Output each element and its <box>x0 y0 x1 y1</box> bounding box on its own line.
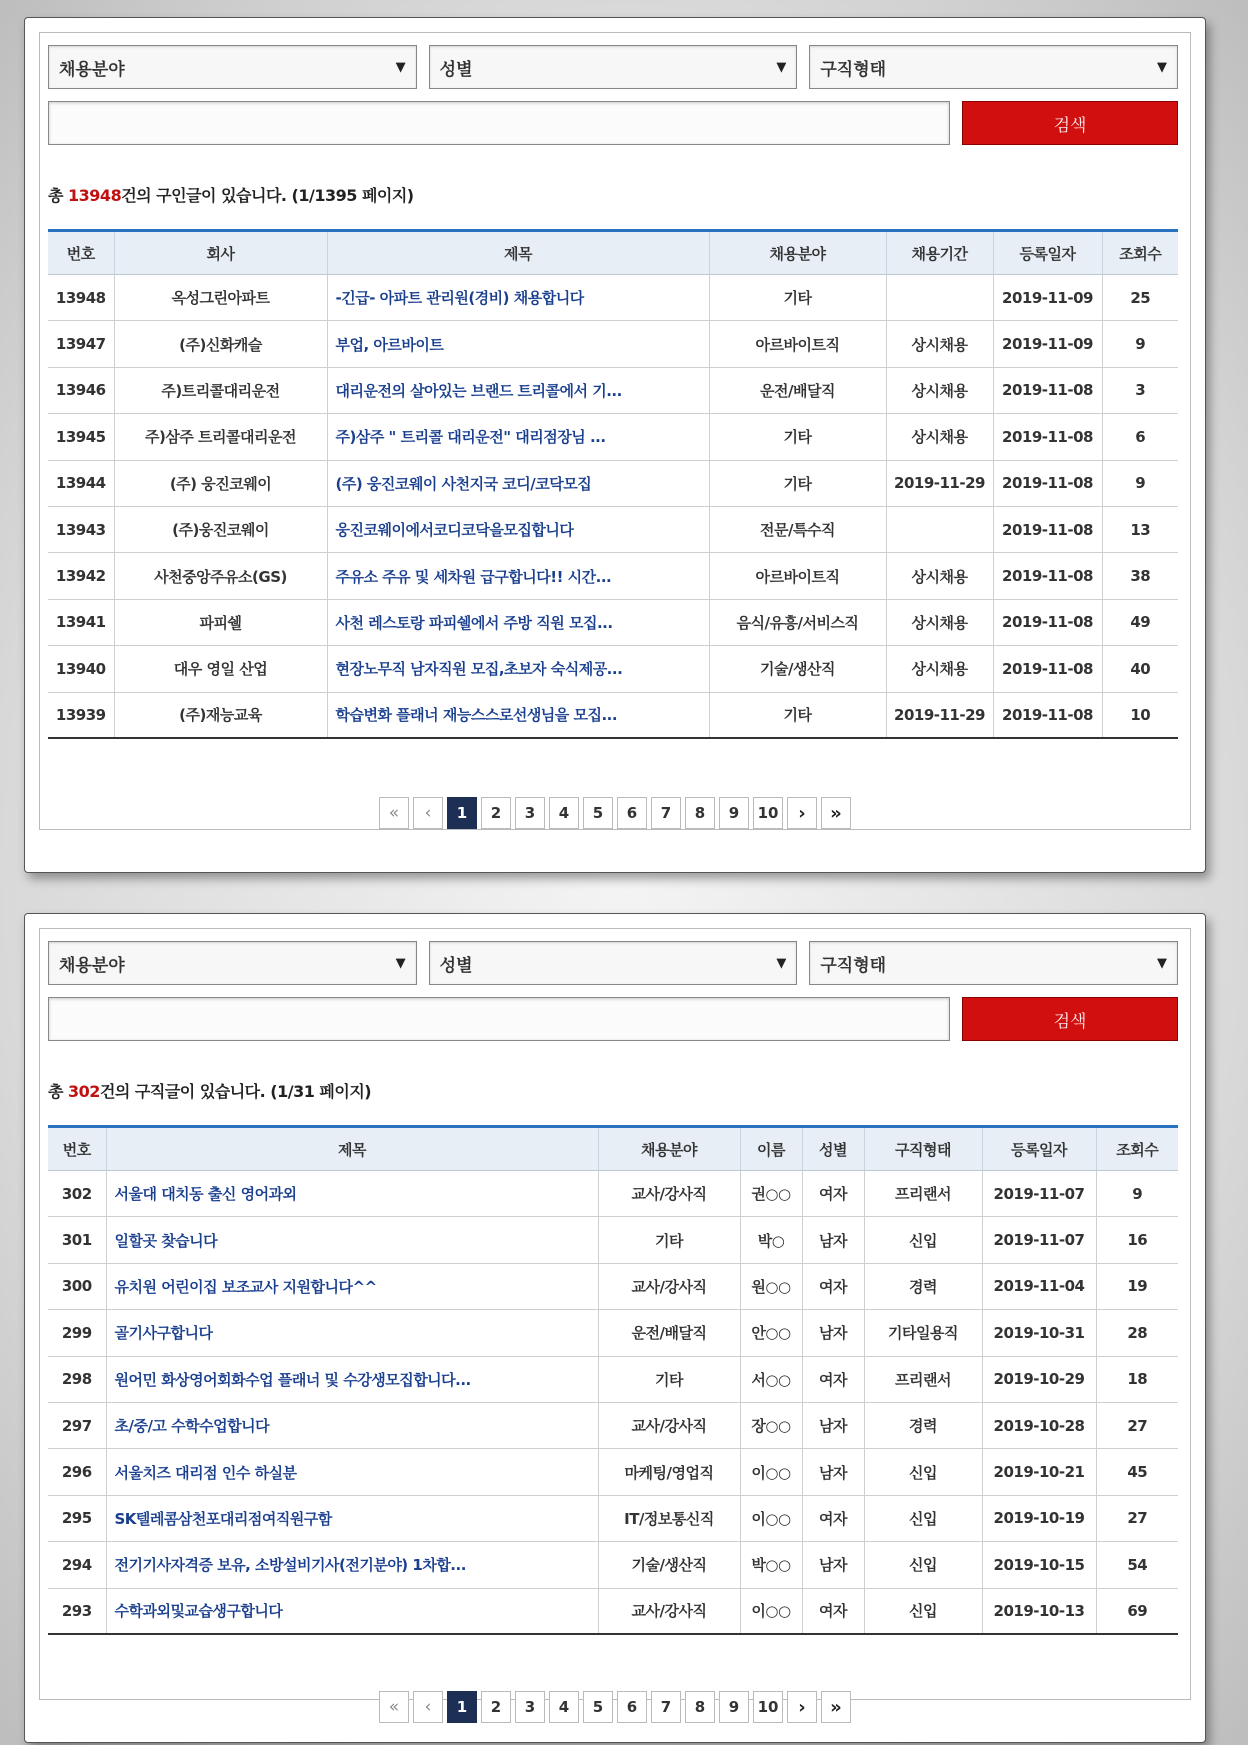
cell-field: 기타 <box>598 1217 740 1263</box>
cell-job-type: 신입 <box>864 1449 982 1495</box>
page-6-button[interactable]: 6 <box>617 1691 647 1723</box>
cell-number: 13943 <box>48 506 114 552</box>
cell-field: 기타 <box>709 275 886 321</box>
cell-period: 2019-11-29 <box>886 692 993 738</box>
gender-select[interactable] <box>429 45 798 89</box>
cell-date: 2019-11-04 <box>982 1263 1096 1309</box>
pagination <box>40 1691 1190 1723</box>
cell-views: 27 <box>1096 1402 1178 1448</box>
cell-job-type: 경력 <box>864 1263 982 1309</box>
cell-job-type: 신입 <box>864 1588 982 1634</box>
cell-date: 2019-11-08 <box>993 599 1102 645</box>
table-row[interactable] <box>48 1263 1178 1309</box>
column-header-date: 등록일자 <box>982 1127 1096 1171</box>
cell-company: 대우 영일 산업 <box>114 646 327 692</box>
cell-date: 2019-10-21 <box>982 1449 1096 1495</box>
cell-number: 13946 <box>48 367 114 413</box>
cell-job-type: 신입 <box>864 1542 982 1588</box>
cell-job-type: 신입 <box>864 1217 982 1263</box>
page-5-button[interactable]: 5 <box>583 797 613 829</box>
search-button[interactable]: 검색 <box>962 997 1178 1041</box>
table-row[interactable] <box>48 460 1178 506</box>
table-row[interactable] <box>48 1588 1178 1634</box>
column-header-views: 조회수 <box>1102 231 1178 275</box>
table-header-row <box>48 1127 1178 1171</box>
cell-views: 27 <box>1096 1495 1178 1541</box>
cell-number: 13939 <box>48 692 114 738</box>
cell-company: 사천중앙주유소(GS) <box>114 553 327 599</box>
dropdown-arrow-icon: ▼ <box>1157 59 1168 75</box>
cell-views: 28 <box>1096 1310 1178 1356</box>
count-prefix: 총 <box>48 186 69 205</box>
cell-title[interactable]: 원어민 화상영어회화수업 플래너 및 수강생모집합니다... <box>106 1356 598 1402</box>
column-header-gender: 성별 <box>802 1127 864 1171</box>
table-row[interactable] <box>48 1171 1178 1217</box>
table-row[interactable] <box>48 275 1178 321</box>
pagination <box>40 797 1190 829</box>
cell-company: 주)삼주 트리콜대리운전 <box>114 414 327 460</box>
cell-title[interactable]: 주)삼주 " 트리콜 대리운전" 대리점장님 ... <box>327 414 709 460</box>
table-row[interactable] <box>48 1402 1178 1448</box>
cell-period <box>886 506 993 552</box>
cell-title[interactable]: -긴급- 아파트 관리원(경비) 채용합니다 <box>327 275 709 321</box>
field-select-label: 채용분야 <box>59 59 125 80</box>
cell-views: 19 <box>1096 1263 1178 1309</box>
table-row[interactable] <box>48 1495 1178 1541</box>
cell-period: 상시채용 <box>886 553 993 599</box>
cell-job-type: 기타일용직 <box>864 1310 982 1356</box>
dropdown-arrow-icon: ▼ <box>395 59 406 75</box>
job-seekers-panel <box>24 913 1206 1743</box>
cell-field: 기타 <box>709 692 886 738</box>
cell-views: 54 <box>1096 1542 1178 1588</box>
dropdown-arrow-icon: ▼ <box>395 955 406 971</box>
table-row[interactable] <box>48 1449 1178 1495</box>
job-postings-board <box>39 32 1191 830</box>
job-seekers-board <box>39 928 1191 1718</box>
job-type-select-label: 구직형태 <box>820 955 887 976</box>
cell-name: 이○○ <box>740 1588 802 1634</box>
page-8-button[interactable]: 8 <box>685 797 715 829</box>
cell-date: 2019-11-08 <box>993 646 1102 692</box>
cell-field: 교사/강사직 <box>598 1402 740 1448</box>
cell-gender: 남자 <box>802 1217 864 1263</box>
cell-name: 권○○ <box>740 1171 802 1217</box>
column-header-number: 번호 <box>48 231 114 275</box>
cell-title[interactable]: (주) 웅진코웨이 사천지국 코디/코닥모집 <box>327 460 709 506</box>
result-count <box>48 183 414 206</box>
cell-title[interactable]: 일할곳 찾습니다 <box>106 1217 598 1263</box>
column-header-period: 채용기간 <box>886 231 993 275</box>
job-type-select-label: 구직형태 <box>820 59 887 80</box>
table-row[interactable] <box>48 599 1178 645</box>
cell-period: 상시채용 <box>886 599 993 645</box>
cell-number: 295 <box>48 1495 106 1541</box>
page-9-button[interactable]: 9 <box>719 1691 749 1723</box>
cell-field: 기술/생산직 <box>709 646 886 692</box>
column-header-number: 번호 <box>48 1127 106 1171</box>
cell-date: 2019-11-08 <box>993 460 1102 506</box>
search-input[interactable] <box>48 101 950 145</box>
cell-period: 상시채용 <box>886 414 993 460</box>
count-number: 302 <box>68 1082 100 1101</box>
page-10-button[interactable]: 10 <box>753 1691 783 1723</box>
cell-gender: 여자 <box>802 1263 864 1309</box>
last-page-button[interactable]: » <box>821 797 851 829</box>
column-header-name: 이름 <box>740 1127 802 1171</box>
cell-views: 49 <box>1102 599 1178 645</box>
cell-name: 이○○ <box>740 1449 802 1495</box>
search-button[interactable]: 검색 <box>962 101 1178 145</box>
cell-date: 2019-10-15 <box>982 1542 1096 1588</box>
field-select[interactable] <box>48 45 417 89</box>
cell-name: 서○○ <box>740 1356 802 1402</box>
column-header-job-type: 구직형태 <box>864 1127 982 1171</box>
cell-field: 기타 <box>709 414 886 460</box>
cell-number: 301 <box>48 1217 106 1263</box>
count-suffix: 건의 구인글이 있습니다. (1/1395 페이지) <box>121 186 414 205</box>
column-header-title: 제목 <box>327 231 709 275</box>
cell-period: 상시채용 <box>886 646 993 692</box>
job-seekers-table <box>48 1125 1178 1635</box>
cell-title[interactable]: 골기사구합니다 <box>106 1310 598 1356</box>
cell-date: 2019-11-08 <box>993 553 1102 599</box>
gender-select-label: 성별 <box>439 59 473 80</box>
table-row[interactable] <box>48 1217 1178 1263</box>
cell-field: 운전/배달직 <box>598 1310 740 1356</box>
cell-gender: 남자 <box>802 1542 864 1588</box>
cell-gender: 남자 <box>802 1449 864 1495</box>
cell-number: 302 <box>48 1171 106 1217</box>
cell-title[interactable]: 주유소 주유 및 세차원 급구합니다!! 시간... <box>327 553 709 599</box>
cell-views: 9 <box>1102 321 1178 367</box>
cell-date: 2019-11-08 <box>993 692 1102 738</box>
cell-field: 전문/특수직 <box>709 506 886 552</box>
search-input[interactable] <box>48 997 950 1041</box>
job-type-select[interactable] <box>809 45 1178 89</box>
count-number: 13948 <box>68 186 122 205</box>
count-prefix: 총 <box>48 1082 69 1101</box>
cell-date: 2019-11-07 <box>982 1217 1096 1263</box>
column-header-field: 채용분야 <box>598 1127 740 1171</box>
table-row[interactable] <box>48 1356 1178 1402</box>
cell-date: 2019-10-31 <box>982 1310 1096 1356</box>
cell-company: (주)신화캐슬 <box>114 321 327 367</box>
cell-number: 13942 <box>48 553 114 599</box>
cell-name: 안○○ <box>740 1310 802 1356</box>
cell-views: 25 <box>1102 275 1178 321</box>
cell-company: (주)웅진코웨이 <box>114 506 327 552</box>
prev-page-button[interactable]: ‹ <box>413 797 443 829</box>
cell-number: 299 <box>48 1310 106 1356</box>
cell-title[interactable]: 초/중/고 수학수업합니다 <box>106 1402 598 1448</box>
search-row <box>48 101 1178 145</box>
cell-views: 18 <box>1096 1356 1178 1402</box>
cell-number: 300 <box>48 1263 106 1309</box>
cell-field: 마케팅/영업직 <box>598 1449 740 1495</box>
cell-gender: 여자 <box>802 1171 864 1217</box>
count-suffix: 건의 구직글이 있습니다. (1/31 페이지) <box>99 1082 372 1101</box>
page-9-button[interactable]: 9 <box>719 797 749 829</box>
cell-title[interactable]: 대리운전의 살아있는 브랜드 트리콜에서 기... <box>327 367 709 413</box>
page-1-button[interactable]: 1 <box>447 1691 477 1723</box>
cell-title[interactable]: 웅진코웨이에서코디코닥을모집합니다 <box>327 506 709 552</box>
page-2-button[interactable]: 2 <box>481 1691 511 1723</box>
cell-company: 주)트리콜대리운전 <box>114 367 327 413</box>
cell-title[interactable]: 수학과외및교습생구합니다 <box>106 1588 598 1634</box>
cell-name: 박○○ <box>740 1542 802 1588</box>
page-8-button[interactable]: 8 <box>685 1691 715 1723</box>
cell-job-type: 신입 <box>864 1495 982 1541</box>
cell-date: 2019-11-09 <box>993 275 1102 321</box>
cell-date: 2019-10-29 <box>982 1356 1096 1402</box>
table-header-row <box>48 231 1178 275</box>
cell-field: 아르바이트직 <box>709 553 886 599</box>
cell-company: 파피쉘 <box>114 599 327 645</box>
column-header-title: 제목 <box>106 1127 598 1171</box>
cell-title[interactable]: 현장노무직 남자직원 모집,초보자 숙식제공... <box>327 646 709 692</box>
cell-title[interactable]: 서울대 대치동 출신 영어과외 <box>106 1171 598 1217</box>
next-page-button[interactable]: › <box>787 1691 817 1723</box>
job-postings-panel <box>24 17 1206 873</box>
last-page-button[interactable]: » <box>821 1691 851 1723</box>
cell-name: 장○○ <box>740 1402 802 1448</box>
page-2-button[interactable]: 2 <box>481 797 511 829</box>
dropdown-arrow-icon: ▼ <box>1157 955 1168 971</box>
column-header-company: 회사 <box>114 231 327 275</box>
cell-date: 2019-11-09 <box>993 321 1102 367</box>
cell-number: 13947 <box>48 321 114 367</box>
cell-title[interactable]: 학습변화 플래너 재능스스로선생님을 모집... <box>327 692 709 738</box>
cell-views: 3 <box>1102 367 1178 413</box>
cell-name: 박○ <box>740 1217 802 1263</box>
page-6-button[interactable]: 6 <box>617 797 647 829</box>
job-type-select[interactable] <box>809 941 1178 985</box>
cell-title[interactable]: 유치원 어린이집 보조교사 지원합니다^^ <box>106 1263 598 1309</box>
cell-title[interactable]: 서울치즈 대리점 인수 하실분 <box>106 1449 598 1495</box>
cell-name: 원○○ <box>740 1263 802 1309</box>
gender-select-label: 성별 <box>439 955 473 976</box>
cell-number: 13941 <box>48 599 114 645</box>
cell-number: 293 <box>48 1588 106 1634</box>
first-page-button[interactable]: « <box>379 797 409 829</box>
cell-company: 옥성그린아파트 <box>114 275 327 321</box>
cell-views: 16 <box>1096 1217 1178 1263</box>
table-row[interactable] <box>48 692 1178 738</box>
cell-gender: 남자 <box>802 1310 864 1356</box>
cell-date: 2019-10-19 <box>982 1495 1096 1541</box>
cell-views: 10 <box>1102 692 1178 738</box>
cell-period <box>886 275 993 321</box>
cell-gender: 여자 <box>802 1588 864 1634</box>
page-5-button[interactable]: 5 <box>583 1691 613 1723</box>
table-row[interactable] <box>48 1542 1178 1588</box>
cell-date: 2019-10-13 <box>982 1588 1096 1634</box>
cell-date: 2019-10-28 <box>982 1402 1096 1448</box>
table-row[interactable] <box>48 367 1178 413</box>
cell-views: 69 <box>1096 1588 1178 1634</box>
next-page-button[interactable]: › <box>787 797 817 829</box>
column-header-field: 채용분야 <box>709 231 886 275</box>
page-4-button[interactable]: 4 <box>549 797 579 829</box>
cell-field: 교사/강사직 <box>598 1263 740 1309</box>
field-select[interactable] <box>48 941 417 985</box>
cell-period: 상시채용 <box>886 321 993 367</box>
cell-title[interactable]: 부업, 아르바이트 <box>327 321 709 367</box>
cell-title[interactable]: 사천 레스토랑 파피쉘에서 주방 직원 모집... <box>327 599 709 645</box>
job-postings-table <box>48 229 1178 739</box>
cell-company: (주) 웅진코웨이 <box>114 460 327 506</box>
page-10-button[interactable]: 10 <box>753 797 783 829</box>
page-3-button[interactable]: 3 <box>515 1691 545 1723</box>
search-row <box>48 997 1178 1041</box>
cell-number: 13944 <box>48 460 114 506</box>
cell-number: 294 <box>48 1542 106 1588</box>
column-header-views: 조회수 <box>1096 1127 1178 1171</box>
cell-views: 9 <box>1096 1171 1178 1217</box>
cell-name: 이○○ <box>740 1495 802 1541</box>
table-row[interactable] <box>48 553 1178 599</box>
cell-views: 38 <box>1102 553 1178 599</box>
cell-views: 45 <box>1096 1449 1178 1495</box>
cell-field: 음식/유흥/서비스직 <box>709 599 886 645</box>
page-7-button[interactable]: 7 <box>651 797 681 829</box>
table-row[interactable] <box>48 646 1178 692</box>
cell-date: 2019-11-08 <box>993 506 1102 552</box>
result-count <box>48 1079 371 1102</box>
page-7-button[interactable]: 7 <box>651 1691 681 1723</box>
table-row[interactable] <box>48 321 1178 367</box>
cell-field: 운전/배달직 <box>709 367 886 413</box>
page-3-button[interactable]: 3 <box>515 797 545 829</box>
table-row[interactable] <box>48 1310 1178 1356</box>
cell-company: (주)재능교육 <box>114 692 327 738</box>
cell-number: 296 <box>48 1449 106 1495</box>
cell-field: 기술/생산직 <box>598 1542 740 1588</box>
cell-number: 297 <box>48 1402 106 1448</box>
cell-views: 6 <box>1102 414 1178 460</box>
cell-gender: 여자 <box>802 1356 864 1402</box>
cell-job-type: 프리랜서 <box>864 1356 982 1402</box>
cell-field: 교사/강사직 <box>598 1171 740 1217</box>
cell-number: 13948 <box>48 275 114 321</box>
table-row[interactable] <box>48 414 1178 460</box>
cell-views: 13 <box>1102 506 1178 552</box>
cell-number: 13945 <box>48 414 114 460</box>
cell-title[interactable]: SK텔레콤삼천포대리점여직원구함 <box>106 1495 598 1541</box>
gender-select[interactable] <box>429 941 798 985</box>
cell-field: IT/정보통신직 <box>598 1495 740 1541</box>
table-row[interactable] <box>48 506 1178 552</box>
cell-field: 기타 <box>709 460 886 506</box>
cell-field: 교사/강사직 <box>598 1588 740 1634</box>
dropdown-arrow-icon: ▼ <box>776 59 787 75</box>
cell-field: 아르바이트직 <box>709 321 886 367</box>
cell-date: 2019-11-08 <box>993 367 1102 413</box>
cell-views: 40 <box>1102 646 1178 692</box>
cell-period: 2019-11-29 <box>886 460 993 506</box>
cell-gender: 여자 <box>802 1495 864 1541</box>
cell-job-type: 경력 <box>864 1402 982 1448</box>
cell-field: 기타 <box>598 1356 740 1402</box>
page-1-button[interactable]: 1 <box>447 797 477 829</box>
filter-bar <box>48 941 1178 985</box>
cell-title[interactable]: 전기기사자격증 보유, 소방설비기사(전기분야) 1차합... <box>106 1542 598 1588</box>
cell-number: 13940 <box>48 646 114 692</box>
cell-views: 9 <box>1102 460 1178 506</box>
cell-date: 2019-11-08 <box>993 414 1102 460</box>
field-select-label: 채용분야 <box>59 955 125 976</box>
column-header-date: 등록일자 <box>993 231 1102 275</box>
first-page-button[interactable]: « <box>379 1691 409 1723</box>
page-4-button[interactable]: 4 <box>549 1691 579 1723</box>
cell-job-type: 프리랜서 <box>864 1171 982 1217</box>
dropdown-arrow-icon: ▼ <box>776 955 787 971</box>
cell-date: 2019-11-07 <box>982 1171 1096 1217</box>
cell-gender: 남자 <box>802 1402 864 1448</box>
filter-bar <box>48 45 1178 89</box>
cell-period: 상시채용 <box>886 367 993 413</box>
prev-page-button[interactable]: ‹ <box>413 1691 443 1723</box>
cell-number: 298 <box>48 1356 106 1402</box>
